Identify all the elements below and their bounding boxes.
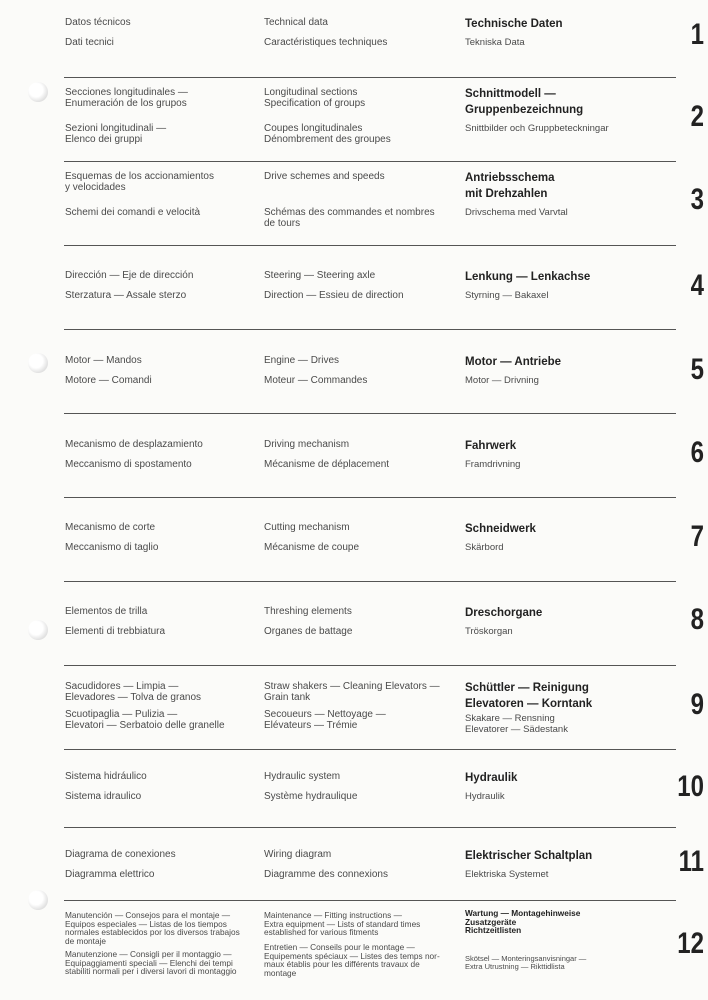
section-title-it: Dati tecnici — [65, 37, 114, 48]
section-title-fr: Mécanisme de coupe — [264, 542, 360, 553]
divider — [64, 827, 676, 828]
section-title-sv: Framdrivning — [465, 459, 521, 470]
section-title-es: Dirección — Eje de dirección — [65, 270, 194, 281]
divider — [64, 749, 676, 750]
section-title-de: Wartung — Montagehinweise Zusatzgeräte Richtzeitlisten — [465, 908, 581, 936]
section-number[interactable]: 9 — [690, 688, 704, 721]
section-title-sv: Styrning — Bakaxel — [465, 290, 549, 301]
section-title-de: Antriebsschema mit Drehzahlen — [465, 172, 555, 200]
divider — [64, 581, 676, 582]
section-title-sv: Tröskorgan — [465, 626, 513, 637]
section-title-sv: Drivschema med Varvtal — [465, 207, 568, 218]
section-title-fr: Coupes longitudinales Dénombrement des groupes — [264, 123, 391, 145]
punch-hole — [28, 353, 48, 373]
section-title-it: Schemi dei comandi e velocità — [65, 207, 201, 218]
section-number[interactable]: 2 — [690, 100, 704, 133]
section-number[interactable]: 4 — [690, 269, 704, 302]
section-title-fr: Système hydraulique — [264, 791, 358, 802]
section-title-it: Manutenzione — Consigli per il montaggio — Equipaggiamenti speciali — Elenchi dei tempi stabiliti normali per i diversi lavori di montaggio — [65, 949, 237, 977]
section-title-it: Sezioni longitudinali — Elenco dei gruppi — [65, 123, 167, 145]
section-title-it: Elementi di trebbiatura — [65, 626, 166, 637]
section-title-de: Elektrischer Schaltplan — [465, 850, 593, 862]
section-title-it: Motore — Comandi — [65, 375, 152, 386]
section-title-de: Motor — Antriebe — [465, 356, 562, 368]
section-title-es: Elementos de trilla — [65, 606, 148, 617]
section-title-es: Diagrama de conexiones — [65, 849, 176, 860]
section-number[interactable]: 5 — [690, 353, 704, 386]
section-title-en: Steering — Steering axle — [264, 270, 376, 281]
section-title-es: Manutención — Consejos para el montaje — Equipos especiales — Listas de los tiempos normales establecidos por los diversos trabajos de montaje — [65, 910, 240, 946]
section-title-fr: Direction — Essieu de direction — [264, 290, 404, 301]
section-number[interactable]: 12 — [677, 927, 704, 960]
section-title-de: Schüttler — Reinigung Elevatoren — Korntank — [465, 682, 593, 710]
section-number[interactable]: 3 — [690, 183, 704, 216]
section-title-de: Hydraulik — [465, 772, 518, 784]
punch-hole — [28, 890, 48, 910]
section-title-en: Engine — Drives — [264, 355, 340, 366]
section-title-it: Sterzatura — Assale sterzo — [65, 290, 187, 301]
divider — [64, 900, 676, 901]
section-title-fr: Mécanisme de déplacement — [264, 459, 390, 470]
section-title-en: Drive schemes and speeds — [264, 171, 385, 182]
divider — [64, 665, 676, 666]
section-title-fr: Organes de battage — [264, 626, 353, 637]
divider — [64, 161, 676, 162]
section-title-en: Threshing elements — [264, 606, 352, 617]
section-title-it: Meccanismo di spostamento — [65, 459, 192, 470]
section-title-fr: Caractéristiques techniques — [264, 37, 388, 48]
section-title-sv: Tekniska Data — [465, 37, 525, 48]
section-title-es: Esquemas de los accionamientos y velocidades — [65, 171, 214, 193]
section-title-it: Diagramma elettrico — [65, 869, 155, 880]
section-title-es: Sacudidores — Limpia — Elevadores — Tolva de granos — [65, 681, 202, 703]
section-title-fr: Moteur — Commandes — [264, 375, 368, 386]
section-title-fr: Schémas des commandes et nombres de tours — [264, 207, 435, 229]
section-title-en: Maintenance — Fitting instructions — Extra equipment — Lists of standard times established for various fitments — [264, 910, 421, 938]
section-title-it: Scuotipaglia — Pulizia — Elevatori — Serbatoio delle granelle — [65, 709, 225, 731]
section-title-es: Mecanismo de corte — [65, 522, 156, 533]
section-number[interactable]: 11 — [678, 845, 704, 878]
section-title-sv: Skakare — Rensning Elevatorer — Sädestank — [465, 713, 568, 735]
section-title-de: Schneidwerk — [465, 523, 536, 535]
section-title-it: Sistema idraulico — [65, 791, 142, 802]
section-title-en: Technical data — [264, 17, 328, 28]
section-title-sv: Motor — Drivning — [465, 375, 539, 386]
divider — [64, 245, 676, 246]
section-title-de: Fahrwerk — [465, 440, 517, 452]
divider — [64, 497, 676, 498]
section-title-en: Wiring diagram — [264, 849, 332, 860]
section-number[interactable]: 7 — [690, 520, 704, 553]
section-title-sv: Skärbord — [465, 542, 504, 553]
section-title-fr: Secoueurs — Nettoyage — Elévateurs — Trémie — [264, 709, 386, 731]
section-title-es: Motor — Mandos — [65, 355, 142, 366]
section-number[interactable]: 10 — [677, 770, 704, 803]
section-title-sv: Skötsel — Monteringsanvisningar — Extra Utrustning — Rikttidlista — [465, 954, 587, 971]
section-title-es: Secciones longitudinales — Enumeración de los grupos — [65, 87, 188, 109]
section-number[interactable]: 1 — [690, 18, 704, 51]
section-number[interactable]: 6 — [690, 436, 704, 469]
section-title-es: Sistema hidráulico — [65, 771, 147, 782]
section-title-es: Datos técnicos — [65, 17, 131, 28]
section-title-sv: Snittbilder och Gruppbeteckningar — [465, 123, 609, 134]
section-title-en: Straw shakers — Cleaning Elevators — Grain tank — [264, 681, 440, 703]
section-title-sv: Elektriska Systemet — [465, 869, 549, 880]
section-title-en: Driving mechanism — [264, 439, 350, 450]
section-title-es: Mecanismo de desplazamiento — [65, 439, 203, 450]
section-title-de: Lenkung — Lenkachse — [465, 271, 591, 283]
punch-hole — [28, 620, 48, 640]
section-title-de: Schnittmodell — Gruppenbezeichnung — [465, 88, 584, 116]
section-title-en: Longitudinal sections Specification of groups — [264, 87, 366, 109]
divider — [64, 329, 676, 330]
section-number[interactable]: 8 — [690, 603, 704, 636]
section-title-fr: Diagramme des connexions — [264, 869, 388, 880]
section-title-de: Technische Daten — [465, 18, 563, 30]
section-title-sv: Hydraulik — [465, 791, 505, 802]
section-title-en: Cutting mechanism — [264, 522, 350, 533]
divider — [64, 413, 676, 414]
section-title-de: Dreschorgane — [465, 607, 543, 619]
divider — [64, 77, 676, 78]
punch-hole — [28, 82, 48, 102]
section-title-en: Hydraulic system — [264, 771, 341, 782]
section-title-fr: Entretien — Conseils pour le montage — Equipements spéciaux — Listes des temps nor- maux établis pour les différents travaux de montage — [264, 942, 440, 978]
section-title-it: Meccanismo di taglio — [65, 542, 159, 553]
